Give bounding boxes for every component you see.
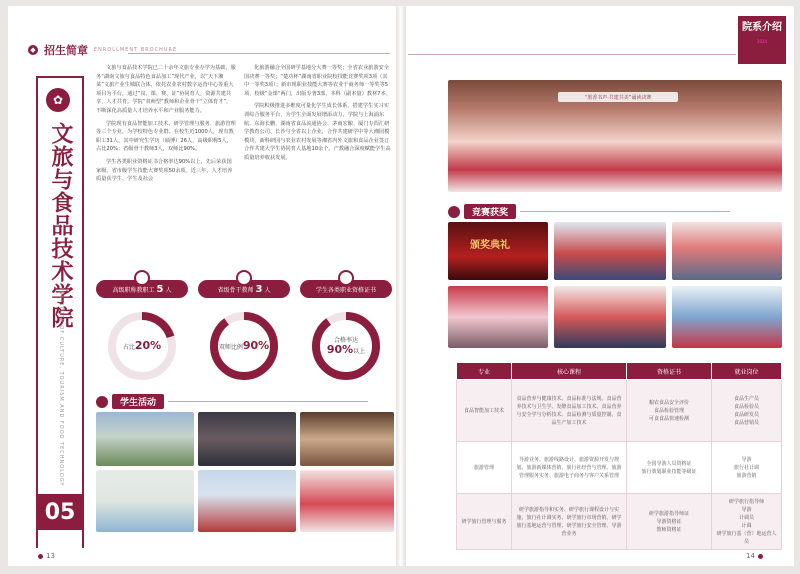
activity-photo — [198, 470, 296, 532]
stats-row — [96, 268, 396, 388]
stat-knob — [236, 270, 252, 286]
ring-value: 90% — [326, 343, 354, 356]
ring-suffix: 以上 — [353, 348, 366, 355]
college-name-en: INSTITUTE OF CULTURE, TOURISM AND FOOD TECHNOLOGY — [58, 288, 64, 487]
award-photo — [554, 286, 666, 348]
table-row — [457, 442, 782, 494]
ceremony-caption: 颁奖典礼 — [470, 240, 510, 251]
stat-value: 5 — [156, 283, 164, 295]
courses-cell: 食品营养与健康技术、食品标准与法规、食品营养技术与卫生学、发酵食品加工技术、食品营养与安全学与分析技术、食品检测与质量控制、食品生产加工技术 — [512, 380, 627, 442]
left-header-title: 招生简章 — [44, 44, 88, 57]
award-photo — [448, 286, 548, 348]
award-photo — [672, 286, 782, 348]
table-header-cell: 资格证书 — [627, 363, 712, 380]
table-header-cell: 核心课程 — [512, 363, 627, 380]
intro-column-left — [96, 64, 236, 188]
jobs-cell: 研学旅行指导师 导游 计调员 计调 研学旅行基（营）地运营人员 — [712, 494, 782, 550]
brochure-spread — [8, 6, 794, 566]
department-tab — [738, 16, 786, 64]
table-header-row — [457, 363, 782, 380]
stat-label: 学生各类职业资格证书 — [315, 286, 376, 294]
stat-card — [96, 268, 188, 388]
stat-unit: 人 — [264, 286, 271, 294]
award-photo — [448, 222, 548, 280]
header-bullet-icon: ◆ — [28, 45, 38, 55]
ring-label: 合格率达 — [333, 337, 358, 344]
certs-cell: 研学旅游指导师证 导游资格证 教师资格证 — [627, 494, 712, 550]
activity-photo — [198, 412, 296, 466]
section-bullet-icon — [96, 396, 108, 408]
stat-card — [300, 268, 392, 388]
section-divider — [168, 401, 368, 402]
table-row — [457, 380, 782, 442]
activities-title: 学生活动 — [112, 394, 164, 409]
stat-label: 高级职称教职工 — [112, 286, 155, 294]
page-gutter — [396, 6, 406, 566]
ring-label: 占比 — [122, 343, 135, 351]
awards-heading — [448, 204, 730, 219]
ring-value: 90% — [242, 338, 270, 352]
activity-photo — [300, 470, 394, 532]
stat-card — [198, 268, 290, 388]
table-header-cell: 就业岗位 — [712, 363, 782, 380]
college-name: 文旅与食品技术学院 — [48, 122, 73, 329]
department-tab-year: 2024 — [756, 39, 768, 44]
activities-heading — [96, 394, 368, 409]
section-divider — [520, 211, 730, 212]
stat-knob — [338, 270, 354, 286]
activity-photo — [300, 412, 394, 466]
table-row — [457, 494, 782, 550]
courses-cell: 研学旅游指导和实务、研学旅行课程设计与实施、旅行社计调实务、研学旅行市场营销、研学旅行基地运营与管理、研学旅行安全管理、导游营业务 — [512, 494, 627, 550]
left-page-number — [38, 552, 55, 560]
intro-paragraph: 学院积极推进多维度可量化学生成长体系，搭建学生实习实训综合服务平台，为学生全面发展增添动力，学院与上海浦东航、东海长鹏、湖南省食品流通协会、茅商宏酿、厦门专酉汇研学教育公司、长沙与全省以上企业，合作共建研学中等大湘园模模块，新科研园与农业农村发展等湘省内外文旅和食品企业签订合作共建大学生协同育人基地10余个。产教融合深度赋能学生高质量培养收获发展。 — [244, 103, 391, 161]
jobs-cell: 导游 旅行社计调 旅游营销 — [712, 442, 782, 494]
stat-ring-text — [208, 310, 280, 382]
intro-paragraph: 学生各类职业资格证书合格率达90%以上，先后荣获国家级、省市级学生技能大赛奖项50余项。近三年，人才培养质量获学生、学生及社会 — [96, 158, 233, 183]
stat-knob — [134, 270, 150, 286]
intro-column-right — [244, 64, 392, 167]
jobs-cell: 食品生产员 食品检验员 食品研发员 食品营销员 — [712, 380, 782, 442]
left-header — [28, 42, 177, 58]
awards-title: 竞赛获奖 — [464, 204, 516, 219]
intro-paragraph: 化旅游融合全国研学基地分大赛一等奖；全省农业旅游安全国决赛一等奖；“楚功杯”湖南省职业院校技能竞赛奖项3项（其中一等奖3项）；新市现职业技能大赛等农业干商务师一等奖等5项，校级“金课”两门，出版专著3部，本科（副本量）教材7本。 — [244, 65, 391, 97]
certs-cell: 粮农食品安全评价 食品检验管理 可食食品快速检测 — [627, 380, 712, 442]
right-header-divider — [408, 54, 736, 55]
intro-paragraph: 文旅与食品技术学院已二十余年文旅专业办学为基础，服务“湖南文旅与食品特色食品加工”现代产业，以“天下湘菜”文旅产业生城联合体，依托农业农村数字运营中心等重大项目为平台，通过“岗、课、赛、证”协同育人，资源共建共享，人才共育。学院“双师型”教师和企业骨干“立体育才”，不断深化高质量人才培养水平和产业服务能力。 — [96, 65, 236, 114]
activity-photo — [96, 412, 194, 466]
page-number-text: 14 — [746, 552, 755, 560]
stat-value: 3 — [255, 283, 263, 295]
certs-cell: 全国导游人员资格证 旅行策划职业技能等级证 — [627, 442, 712, 494]
department-tab-title: 院系介绍 — [742, 22, 782, 33]
left-header-subtitle: ENROLLMENT BROCHURE — [94, 47, 178, 53]
banner-caption: “墨香书声·共建共美”诵读决赛 — [558, 92, 678, 102]
stat-ring-text — [106, 310, 178, 382]
award-photo — [554, 222, 666, 280]
stat-unit: 人 — [165, 286, 172, 294]
page-number-text: 13 — [46, 552, 55, 560]
intro-paragraph: 学院现有食品智能加工技术、研学管理与服务、旅游管理等三个专业，为学校特色专业群。在校生近1000人，现有教职工31人，其中研究生学历（硕博）26人，高级职称5人，占比20%；省级骨干教师3人，双师比90%。 — [96, 120, 236, 153]
courses-cell: 导游业务、旅游线路设计、旅游资源开发与规划、旅游新媒体营销、旅行社经营与管理、旅游管理服务实务、旅游电子商务与客户关系管理 — [512, 442, 627, 494]
right-page-number — [746, 552, 763, 560]
stat-label: 省级骨干教师 — [217, 286, 254, 294]
page-dot-icon — [758, 554, 763, 559]
stat-ring-text — [310, 310, 382, 382]
ring-label: 双师比例 — [218, 343, 243, 351]
major-cell: 食品智能加工技术 — [457, 380, 512, 442]
table-header-cell: 专业 — [457, 363, 512, 380]
major-cell: 研学旅行管理与服务 — [457, 494, 512, 550]
major-cell: 旅游管理 — [457, 442, 512, 494]
group-photo — [448, 80, 782, 192]
header-divider — [128, 53, 390, 54]
section-number-badge: 05 — [36, 494, 84, 530]
college-logo-icon: ✿ — [46, 88, 70, 112]
award-photo — [672, 222, 782, 280]
section-bullet-icon — [448, 206, 460, 218]
majors-table — [456, 362, 782, 550]
ring-value: 20% — [134, 338, 162, 352]
page-dot-icon — [38, 554, 43, 559]
activity-photo — [96, 470, 194, 532]
